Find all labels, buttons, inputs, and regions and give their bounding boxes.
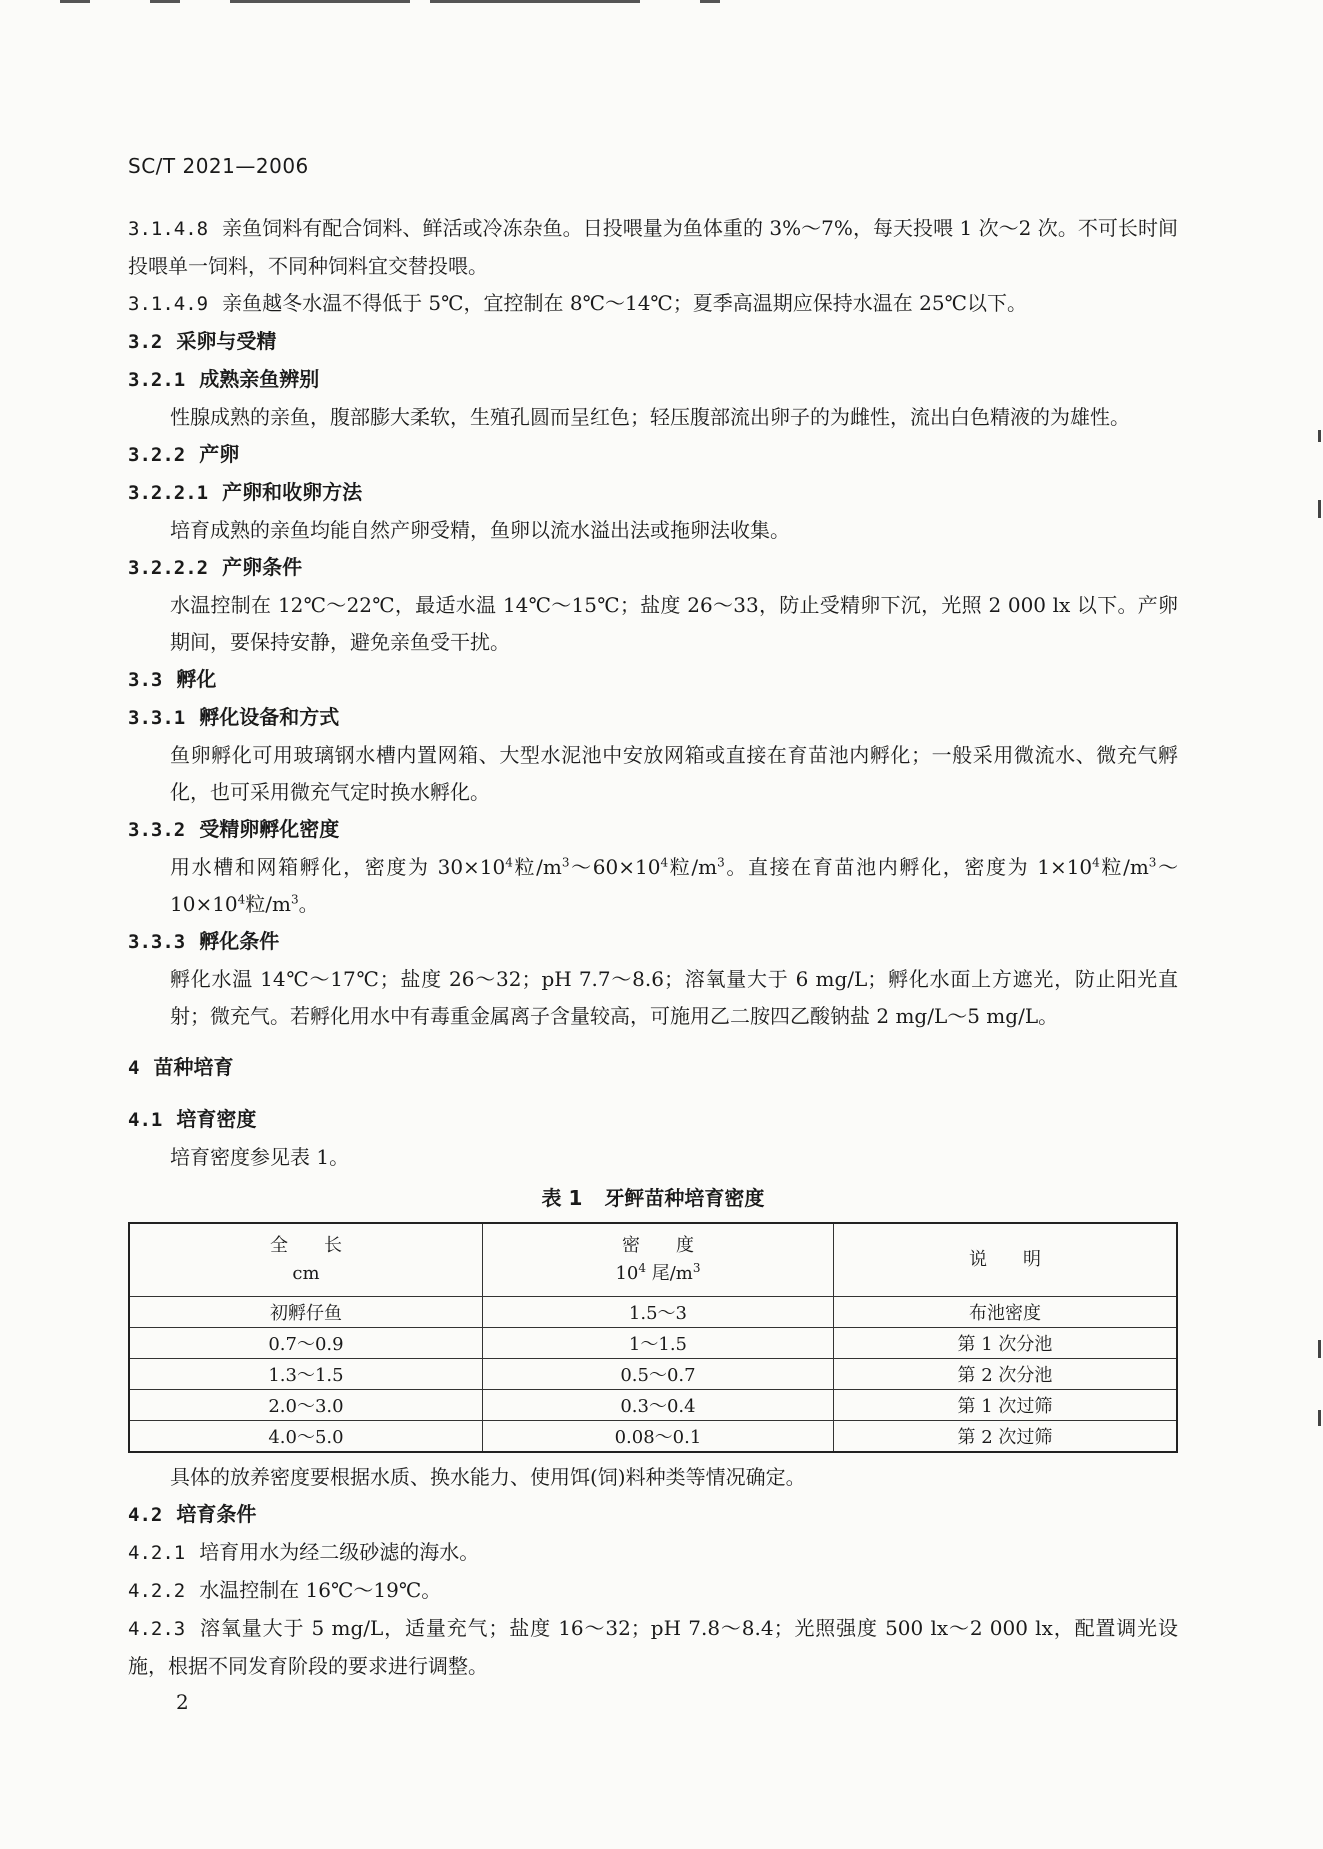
section-heading: 3.2 采卵与受精: [128, 329, 277, 353]
document-body: [128, 210, 1178, 1685]
clause-3-1-4-9: 3.1.4.9 亲鱼越冬水温不得低于 5℃，宜控制在 8℃～14℃；夏季高温期应保持水温在 25℃以下。: [128, 291, 1027, 315]
page-number: 2: [176, 1690, 189, 1714]
subsection-heading: 3.3.3 孵化条件: [128, 929, 280, 953]
cell-note: 第 2 次分池: [833, 1359, 1177, 1390]
cell-length: 初孵仔鱼: [129, 1297, 482, 1328]
clause-4-2-3: 4.2.3 溶氧量大于 5 mg/L，适量充气；盐度 16～32；pH 7.8～8.4；光照强度 500 lx～2 000 lx，配置调光设施，根据不同发育阶段的要求进行调整。: [128, 1616, 1178, 1678]
cell-length: 4.0～5.0: [129, 1421, 482, 1453]
body-paragraph-density: 用水槽和网箱孵化，密度为 $30\times 10^4$粒$/m^3\sim 60\times 10^4$粒$/m^3$。直接在育苗池内孵化，密度为 $1\times 10^4$粒$/m^3\sim 10\times 10^4$粒$/m^3$。: [170, 855, 1179, 916]
body-paragraph: 水温控制在 12℃～22℃，最适水温 14℃～15℃；盐度 26～33，防止受精卵下沉，光照 2 000 lx 以下。产卵期间，要保持安静，避免亲鱼受干扰。: [170, 593, 1178, 654]
scan-artifact-top: [230, 0, 410, 3]
subsection-heading: 3.2.2 产卵: [128, 442, 240, 466]
subsection-heading: 4.1 培育密度: [128, 1107, 257, 1131]
scan-edge-mark: [1318, 430, 1321, 442]
cell-note: 第 1 次分池: [833, 1328, 1177, 1359]
table-header-row: [129, 1223, 1177, 1297]
table-row: [129, 1390, 1177, 1421]
header-density: 密 度 $10^4$ 尾$/m^3$: [482, 1223, 833, 1297]
cell-density: 0.5～0.7: [482, 1359, 833, 1390]
table-row: [129, 1359, 1177, 1390]
body-paragraph: 培育密度参见表 1。: [170, 1145, 350, 1169]
header-note: 说 明: [833, 1223, 1177, 1297]
cell-density: 1.5～3: [482, 1297, 833, 1328]
header-length: 全 长 cm: [129, 1223, 482, 1297]
cell-note: 第 2 次过筛: [833, 1421, 1177, 1453]
cell-density: 1～1.5: [482, 1328, 833, 1359]
subsection-heading: 3.2.2.1 产卵和收卵方法: [128, 480, 363, 504]
cell-length: 1.3～1.5: [129, 1359, 482, 1390]
table-row: [129, 1421, 1177, 1453]
subsection-heading: 3.2.1 成熟亲鱼辨别: [128, 367, 320, 391]
scan-artifact-top: [60, 0, 90, 3]
cell-density: 0.08～0.1: [482, 1421, 833, 1453]
body-paragraph: 孵化水温 14℃～17℃；盐度 26～32；pH 7.7～8.6；溶氧量大于 6 mg/L；孵化水面上方遮光，防止阳光直射；微充气。若孵化用水中有毒重金属离子含量较高，可施用乙二胺四乙酸钠盐 2 mg/L～5 mg/L。: [170, 967, 1178, 1028]
scan-edge-mark: [1318, 1340, 1321, 1358]
scan-artifact-top: [700, 0, 720, 3]
table-caption: 表 1 牙鲆苗种培育密度: [541, 1186, 765, 1210]
chapter-heading: 4 苗种培育: [128, 1055, 234, 1079]
table-row: [129, 1297, 1177, 1328]
clause-4-2-1: 4.2.1 培育用水为经二级砂滤的海水。: [128, 1540, 480, 1564]
document-code: SC/T 2021—2006: [128, 154, 309, 178]
body-paragraph: 性腺成熟的亲鱼，腹部膨大柔软，生殖孔圆而呈红色；轻压腹部流出卵子的为雌性，流出白色精液的为雄性。: [170, 405, 1130, 429]
density-table: [128, 1222, 1178, 1453]
clause-3-1-4-8: 3.1.4.8 亲鱼饲料有配合饲料、鲜活或冷冻杂鱼。日投喂量为鱼体重的 3%～7%，每天投喂 1 次～2 次。不可长时间投喂单一饲料，不同种饲料宜交替投喂。: [128, 216, 1178, 278]
cell-note: 布池密度: [833, 1297, 1177, 1328]
scan-artifact-top: [150, 0, 180, 3]
table-row: [129, 1328, 1177, 1359]
scan-artifact-top: [430, 0, 640, 3]
cell-length: 2.0～3.0: [129, 1390, 482, 1421]
body-paragraph: 培育成熟的亲鱼均能自然产卵受精，鱼卵以流水溢出法或拖卵法收集。: [170, 518, 790, 542]
scan-edge-mark: [1318, 500, 1321, 518]
cell-length: 0.7～0.9: [129, 1328, 482, 1359]
cell-note: 第 1 次过筛: [833, 1390, 1177, 1421]
subsection-heading: 3.3.2 受精卵孵化密度: [128, 817, 340, 841]
scan-edge-mark: [1318, 1410, 1321, 1426]
body-paragraph: 具体的放养密度要根据水质、换水能力、使用饵(饲)料种类等情况确定。: [170, 1465, 806, 1489]
body-paragraph: 鱼卵孵化可用玻璃钢水槽内置网箱、大型水泥池中安放网箱或直接在育苗池内孵化；一般采用微流水、微充气孵化，也可采用微充气定时换水孵化。: [170, 743, 1178, 804]
cell-density: 0.3～0.4: [482, 1390, 833, 1421]
subsection-heading: 3.2.2.2 产卵条件: [128, 555, 303, 579]
section-heading: 3.3 孵化: [128, 667, 217, 691]
clause-4-2-2: 4.2.2 水温控制在 16℃～19℃。: [128, 1578, 442, 1602]
subsection-heading: 4.2 培育条件: [128, 1502, 257, 1526]
subsection-heading: 3.3.1 孵化设备和方式: [128, 705, 340, 729]
